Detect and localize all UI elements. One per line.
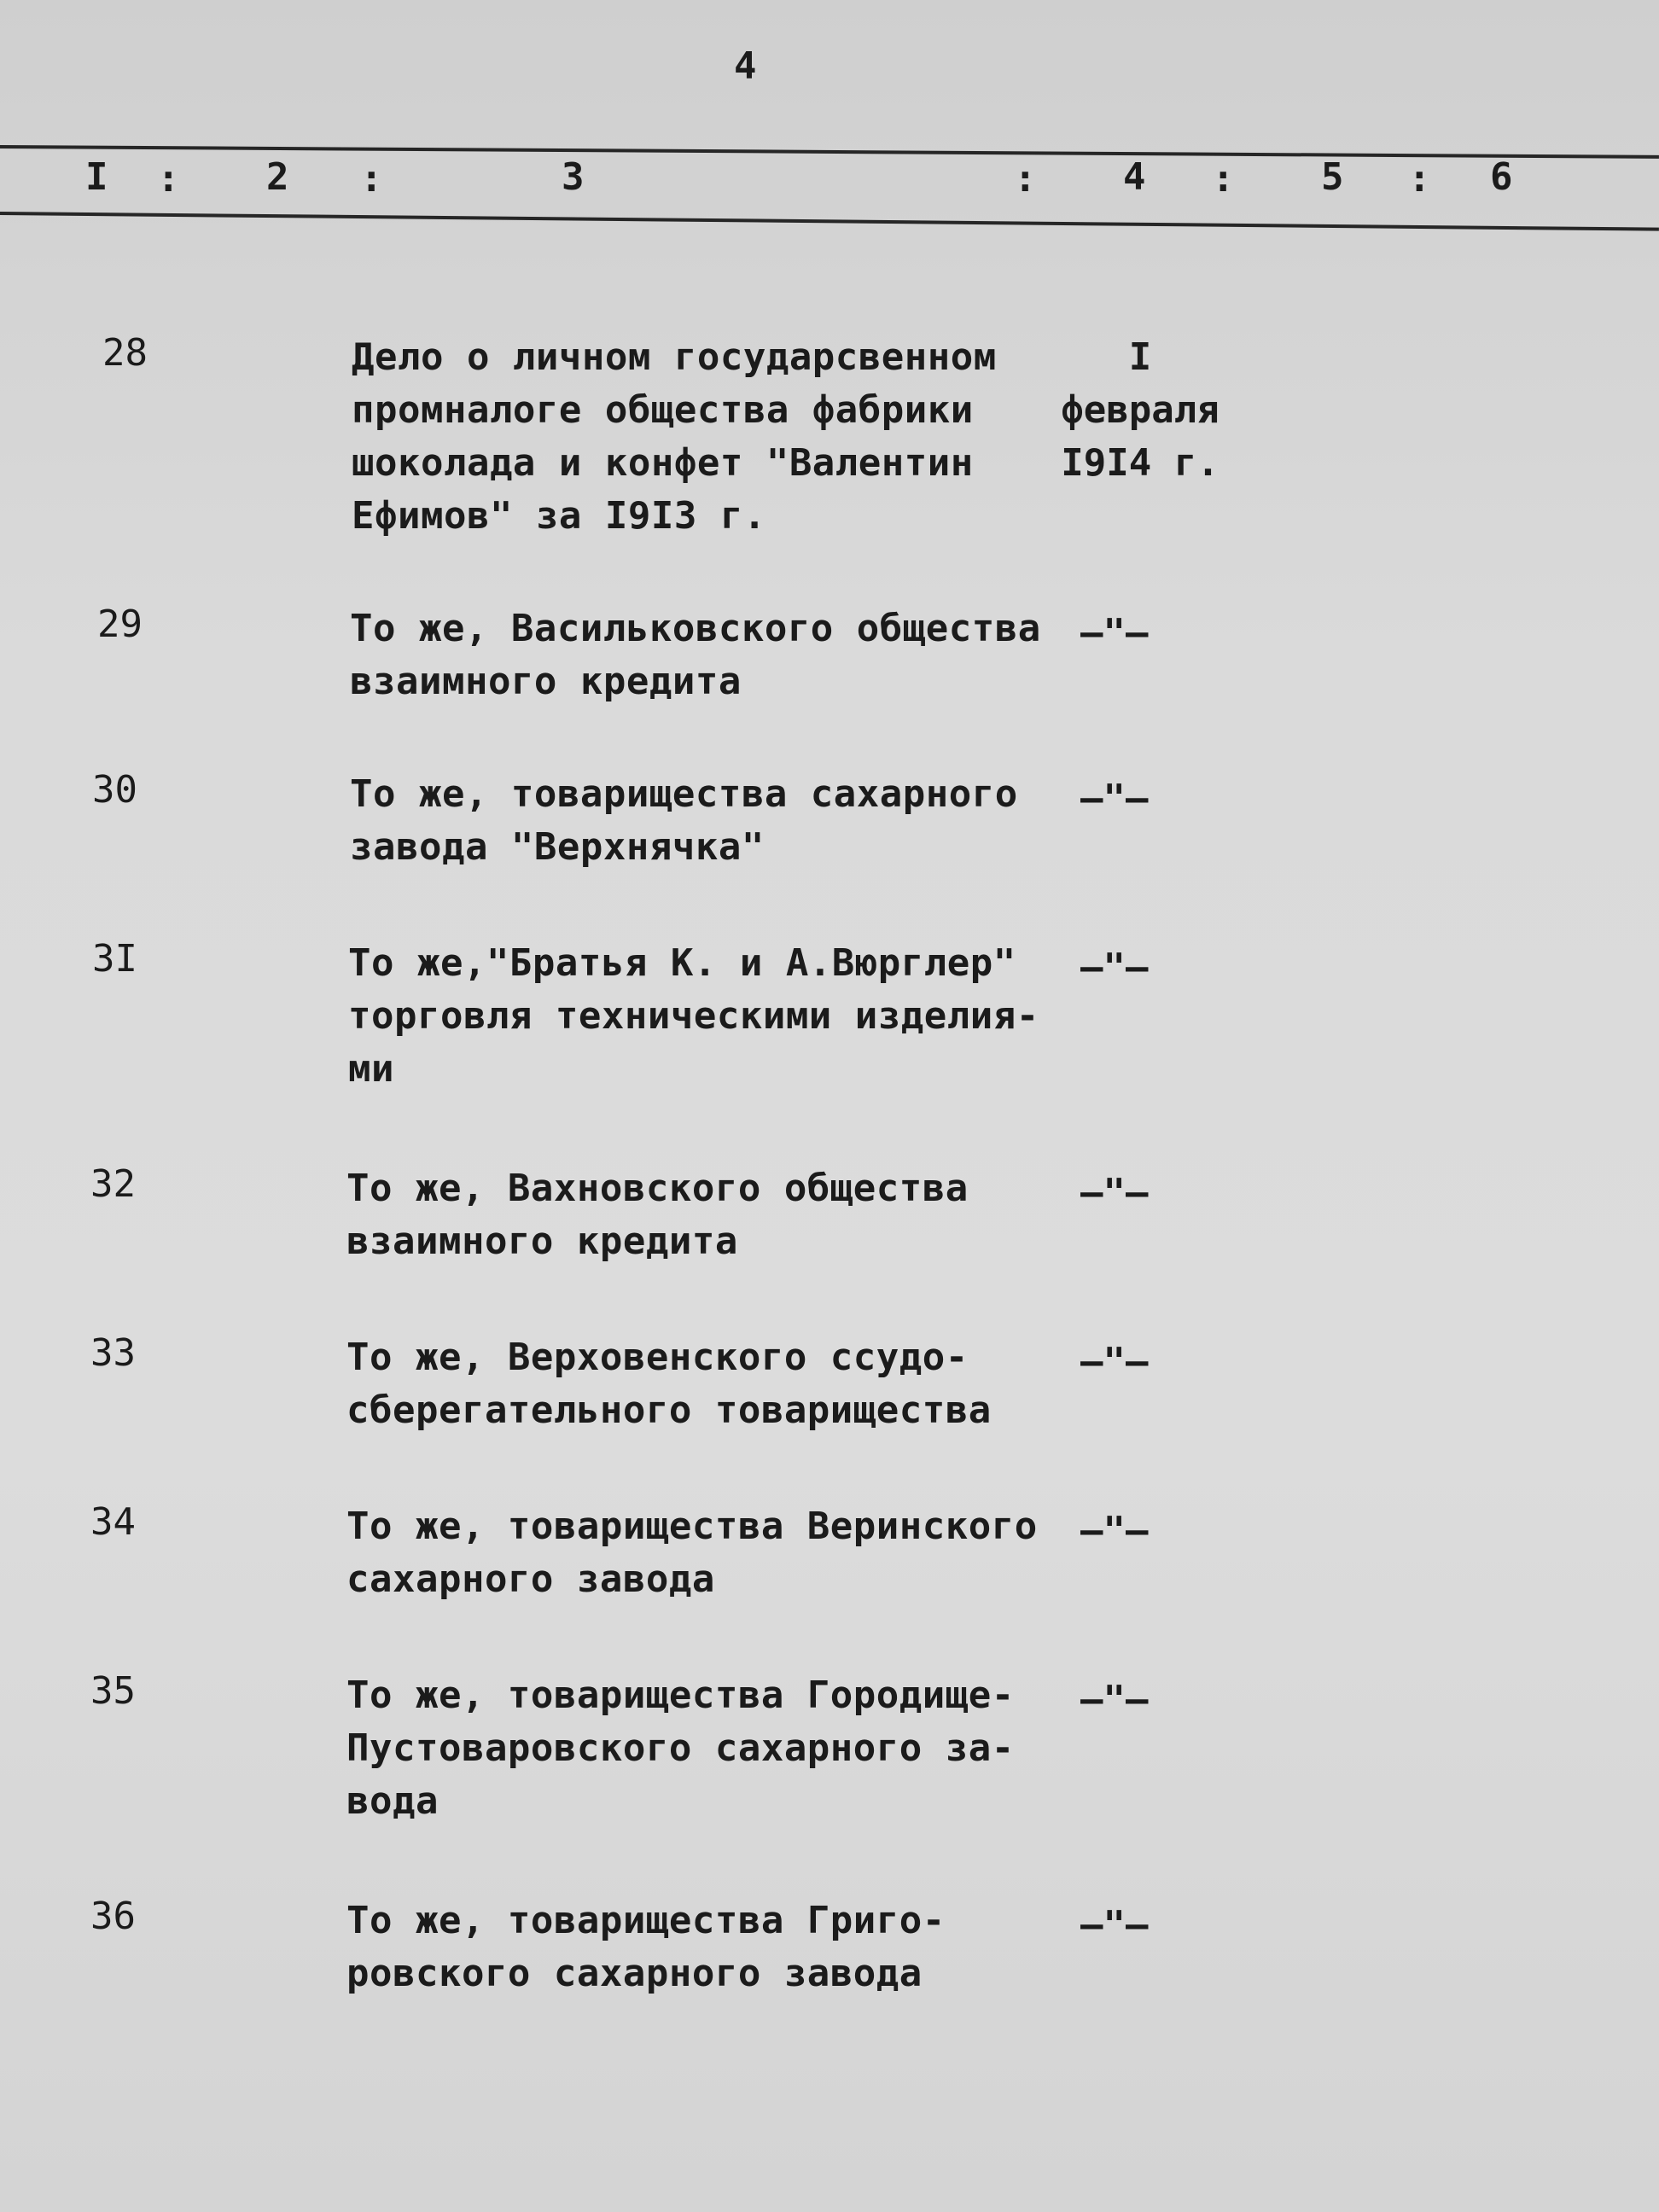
column-header-2: 2 xyxy=(266,155,289,199)
row-title: Дело о личном государсвенном промналоге общества фабрики шоколада и конфет "Валентин Ефимов" за I9I3 г. xyxy=(352,335,997,538)
column-header-6: 6 xyxy=(1490,155,1513,199)
row-title: То же,"Братья К. и А.Вюрглер" торговля техническими изделия- ми xyxy=(348,941,1039,1091)
ditto-mark: —"— xyxy=(1080,611,1149,655)
ditto-mark: —"— xyxy=(1080,1509,1149,1552)
column-header-1: I xyxy=(85,155,108,199)
row-number: 29 xyxy=(97,602,143,646)
row-number: 32 xyxy=(90,1162,136,1206)
row-title: То же, товарищества Григо- ровского сахарного завода xyxy=(346,1899,946,1995)
row-number: 35 xyxy=(90,1669,136,1713)
row-number: 33 xyxy=(90,1331,136,1375)
ditto-mark: —"— xyxy=(1080,777,1149,820)
ditto-mark: —"— xyxy=(1080,1340,1149,1383)
row-number: 30 xyxy=(92,768,137,812)
row-number: 28 xyxy=(102,331,148,375)
page-number: 4 xyxy=(734,44,757,88)
ditto-mark: —"— xyxy=(1080,1678,1149,1721)
ditto-mark: —"— xyxy=(1080,1171,1149,1214)
header-bottom-rule xyxy=(0,212,1659,231)
row-title: То же, Вахновского общества взаимного кредита xyxy=(346,1167,969,1263)
row-number: 3I xyxy=(92,937,137,981)
row-title: То же, товарищества сахарного завода "Верхнячка" xyxy=(350,772,1018,869)
row-title: То же, товарищества Веринского сахарного завода xyxy=(346,1505,1038,1601)
column-header-5: 5 xyxy=(1321,155,1344,199)
row-title: То же, Верховенского ссудо- сберегательного товарищества xyxy=(346,1336,992,1432)
row-title: То же, Васильковского общества взаимного кредита xyxy=(350,607,1041,703)
ditto-mark: —"— xyxy=(1080,946,1149,989)
row-date: I февраля I9I4 г. xyxy=(1061,335,1220,485)
column-separator: : xyxy=(1408,157,1431,201)
ditto-mark: —"— xyxy=(1080,1903,1149,1947)
column-separator: : xyxy=(1212,157,1235,201)
row-title: То же, товарищества Городище- Пустоваровского сахарного за- вода xyxy=(346,1674,1015,1823)
column-header-3: 3 xyxy=(562,155,585,199)
column-separator: : xyxy=(360,157,383,201)
column-separator: : xyxy=(157,157,180,201)
row-number: 34 xyxy=(90,1500,136,1544)
column-header-4: 4 xyxy=(1123,155,1146,199)
column-separator: : xyxy=(1014,157,1037,201)
row-number: 36 xyxy=(90,1895,136,1938)
